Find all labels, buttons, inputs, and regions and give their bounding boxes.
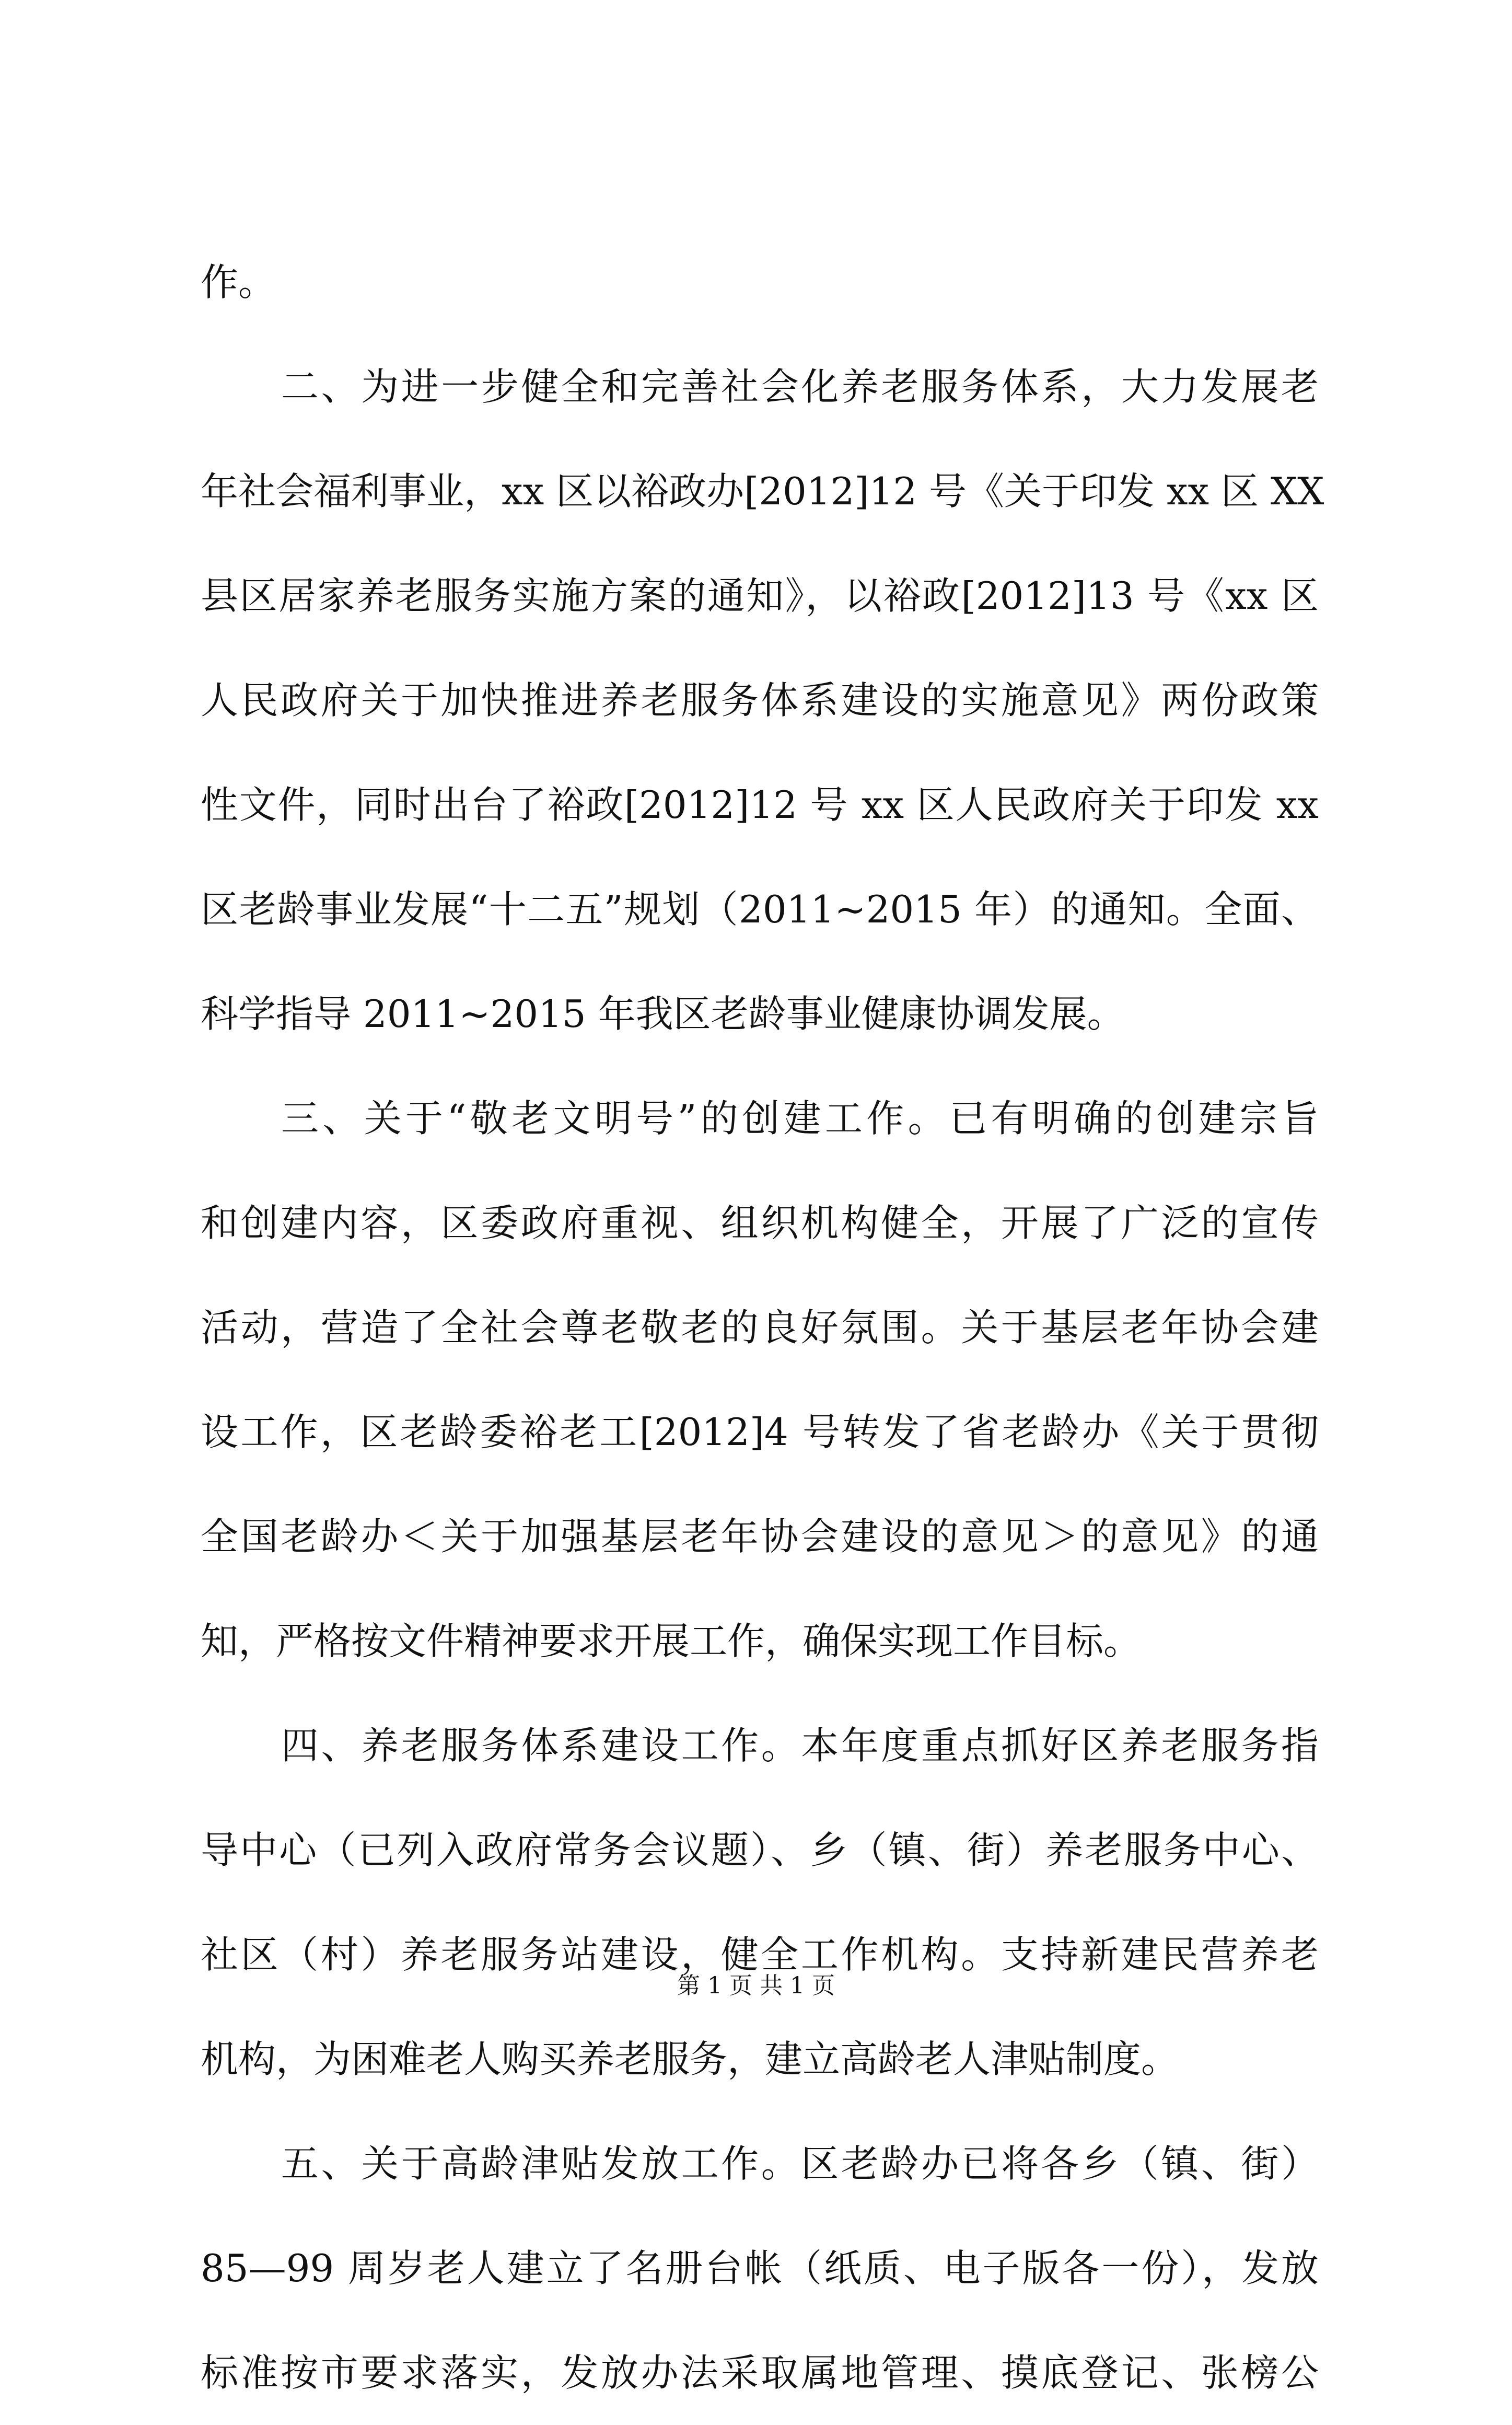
text-line: 设工作，区老龄委裕老工[2012]4 号转发了省老龄办《关于贯彻 — [201, 1410, 1319, 1454]
text-line: 三、关于“敬老文明号”的创建工作。已有明确的创建宗旨 — [281, 1096, 1319, 1140]
text-line: 年社会福利事业，xx 区以裕政办[2012]12 号《关于印发 xx 区 XX — [201, 469, 1324, 513]
text-line: 科学指导 2011~2015 年我区老龄事业健康协调发展。 — [201, 992, 1125, 1036]
text-line: 区老龄事业发展“十二五”规划（2011~2015 年）的通知。全面、 — [201, 887, 1319, 931]
text-line: 全国老龄办＜关于加强基层老年协会建设的意见＞的意见》的通 — [201, 1515, 1319, 1558]
text-line: 性文件，同时出台了裕政[2012]12 号 xx 区人民政府关于印发 xx — [201, 783, 1319, 827]
text-line: 五、关于高龄津贴发放工作。区老龄办已将各乡（镇、街） — [281, 2142, 1319, 2186]
text-line: 作。 — [201, 260, 276, 304]
text-line: 活动，营造了全社会尊老敬老的良好氛围。关于基层老年协会建 — [201, 1306, 1319, 1349]
page-footer — [0, 1970, 1512, 2002]
text-line: 知，严格按文件精神要求开展工作，确保实现工作目标。 — [201, 1619, 1142, 1663]
text-line: 机构，为困难老人购买养老服务，建立高龄老人津贴制度。 — [201, 2037, 1179, 2081]
text-line: 和创建内容，区委政府重视、组织机构健全，开展了广泛的宣传 — [201, 1201, 1319, 1245]
text-line: 85—99 周岁老人建立了名册台帐（纸质、电子版各一份），发放 — [201, 2246, 1319, 2290]
text-line: 人民政府关于加快推进养老服务体系建设的实施意见》两份政策 — [201, 678, 1319, 722]
text-line: 导中心（已列入政府常务会议题）、乡（镇、街）养老服务中心、 — [201, 1828, 1319, 1872]
document-body — [201, 230, 1324, 2425]
text-line: 四、养老服务体系建设工作。本年度重点抓好区养老服务指 — [281, 1724, 1319, 1768]
text-line: 二、为进一步健全和完善社会化养老服务体系，大力发展老 — [281, 365, 1319, 409]
text-line: 标准按市要求落实，发放办法采取属地管理、摸底登记、张榜公 — [201, 2351, 1319, 2395]
text-line: 县区居家养老服务实施方案的通知》，以裕政[2012]13 号《xx 区 — [201, 574, 1319, 618]
page-number: 第 1 页 共 1 页 — [677, 1972, 835, 1999]
text-line: 社区（村）养老服务站建设，健全工作机构。支持新建民营养老 — [201, 1933, 1319, 1977]
